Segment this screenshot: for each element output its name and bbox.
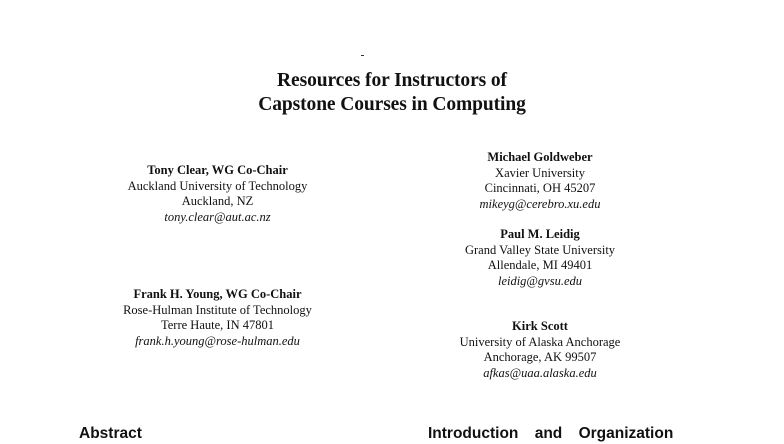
paper-title-line-1: Resources for Instructors of	[277, 70, 507, 91]
author-name: Tony Clear, WG Co-Chair	[147, 163, 288, 177]
abstract-heading: Abstract	[79, 425, 142, 442]
author-block-leidig	[440, 227, 640, 289]
author-affiliation: Rose-Hulman Institute of Technology	[123, 302, 312, 317]
author-affiliation: Xavier University	[495, 165, 585, 180]
author-name: Michael Goldweber	[487, 150, 593, 164]
stray-mark	[361, 55, 364, 56]
author-location: Anchorage, AK 99507	[483, 350, 597, 364]
author-location: Auckland, NZ	[181, 194, 254, 208]
author-email: afkas@uaa.alaska.edu	[483, 365, 597, 380]
author-block-clear	[110, 163, 325, 225]
author-name: Kirk Scott	[512, 319, 568, 333]
author-email: leidig@gvsu.edu	[497, 273, 583, 288]
author-location: Terre Haute, IN 47801	[161, 318, 274, 332]
author-email: mikeyg@cerebro.xu.edu	[479, 196, 601, 211]
author-affiliation: Auckland University of Technology	[127, 178, 308, 193]
author-affiliation: Grand Valley State University	[464, 242, 616, 257]
author-location: Allendale, MI 49401	[487, 258, 593, 272]
author-email: frank.h.young@rose-hulman.edu	[135, 333, 300, 348]
author-block-young	[105, 287, 330, 349]
introduction-heading: Introduction and Organization	[428, 425, 674, 442]
author-name: Frank H. Young, WG Co-Chair	[133, 287, 302, 301]
author-location: Cincinnati, OH 45207	[484, 181, 596, 195]
author-name: Paul M. Leidig	[500, 227, 580, 241]
author-affiliation: University of Alaska Anchorage	[459, 334, 621, 349]
author-email: tony.clear@aut.ac.nz	[164, 209, 271, 224]
author-block-scott	[440, 319, 640, 381]
author-block-goldweber	[440, 150, 640, 212]
paper-title-line-2: Capstone Courses in Computing	[258, 94, 526, 115]
